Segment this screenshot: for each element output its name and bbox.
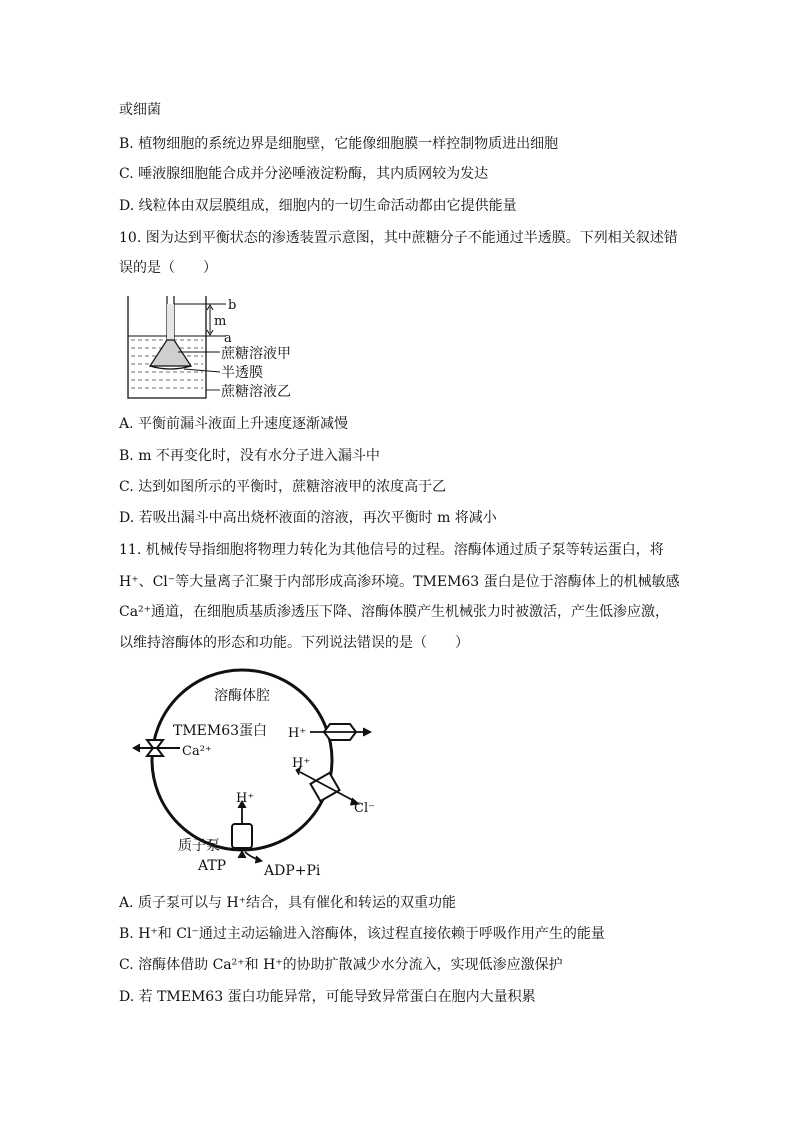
label-solution-jia: 蔗糖溶液甲 xyxy=(221,346,291,362)
q10-stem-line2: 误的是（ ） xyxy=(119,260,217,276)
q10-option-c: C. 达到如图所示的平衡时，蔗糖溶液甲的浓度高于乙 xyxy=(119,479,447,495)
q11-stem-line4: 以维持溶酶体的形态和功能。下列说法错误的是（ ） xyxy=(119,635,469,651)
label-h-pump: H⁺ xyxy=(236,791,255,806)
q10-option-d: D. 若吸出漏斗中高出烧杯液面的溶液，再次平衡时 m 将减小 xyxy=(119,510,497,526)
label-h-top: H⁺ xyxy=(288,726,307,741)
label-cl-ion: Cl⁻ xyxy=(354,801,375,816)
q11-stem-line3: Ca²⁺通道，在细胞质基质渗透压下降、溶酶体膜产生机械张力时被激活，产生低渗应激， xyxy=(119,604,670,620)
q11-stem-line1: 11. 机械传导指细胞将物理力转化为其他信号的过程。溶酶体通过质子泵等转运蛋白，将 xyxy=(119,542,664,558)
label-h-antiporter: H⁺ xyxy=(292,756,311,771)
label-ca-ion: Ca²⁺ xyxy=(182,744,212,759)
label-semipermeable-membrane: 半透膜 xyxy=(221,365,263,381)
label-proton-pump: 质子泵 xyxy=(178,838,220,854)
label-m: m xyxy=(214,314,227,329)
q11-stem-line2: H⁺、Cl⁻等大量离子汇聚于内部形成高渗环境。TMEM63 蛋白是位于溶酶体上的机械敏感 xyxy=(119,574,680,590)
h-transporter-top xyxy=(310,724,371,740)
text-line-continuation: 或细菌 xyxy=(119,102,161,118)
q11-option-d: D. 若 TMEM63 蛋白功能异常，可能导致异常蛋白在胞内大量积累 xyxy=(119,989,536,1005)
q11-option-a: A. 质子泵可以与 H⁺结合，具有催化和转运的双重功能 xyxy=(119,895,457,911)
q9-option-b: B. 植物细胞的系统边界是细胞壁，它能像细胞膜一样控制物质进出细胞 xyxy=(119,136,559,152)
q9-option-c: C. 唾液腺细胞能合成并分泌唾液淀粉酶，其内质网较为发达 xyxy=(119,166,489,182)
q11-option-c: C. 溶酶体借助 Ca²⁺和 H⁺的协助扩散减少水分流入，实现低渗应激保护 xyxy=(119,957,563,973)
osmosis-diagram xyxy=(118,290,318,405)
label-adp-pi: ADP+Pi xyxy=(264,863,321,879)
tmem63-channel xyxy=(133,740,180,756)
label-solution-yi: 蔗糖溶液乙 xyxy=(221,384,291,400)
label-lysosome-lumen: 溶酶体腔 xyxy=(214,688,270,704)
q10-option-a: A. 平衡前漏斗液面上升速度逐渐减慢 xyxy=(119,416,349,432)
label-tmem63: TMEM63蛋白 xyxy=(173,723,268,739)
label-a: a xyxy=(224,331,232,346)
label-atp: ATP xyxy=(198,858,227,874)
lysosome-diagram xyxy=(128,662,388,884)
q10-option-b: B. m 不再变化时，没有水分子进入漏斗中 xyxy=(119,448,380,464)
proton-pump xyxy=(232,801,262,863)
q11-option-b: B. H⁺和 Cl⁻通过主动运输进入溶酶体，该过程直接依赖于呼吸作用产生的能量 xyxy=(119,926,605,942)
q9-option-d: D. 线粒体由双层膜组成，细胞内的一切生命活动都由它提供能量 xyxy=(119,198,517,214)
q10-stem-line1: 10. 图为达到平衡状态的渗透装置示意图，其中蔗糖分子不能通过半透膜。下列相关叙述错 xyxy=(119,230,678,246)
label-b: b xyxy=(228,298,237,313)
h-cl-antiporter xyxy=(296,767,359,805)
